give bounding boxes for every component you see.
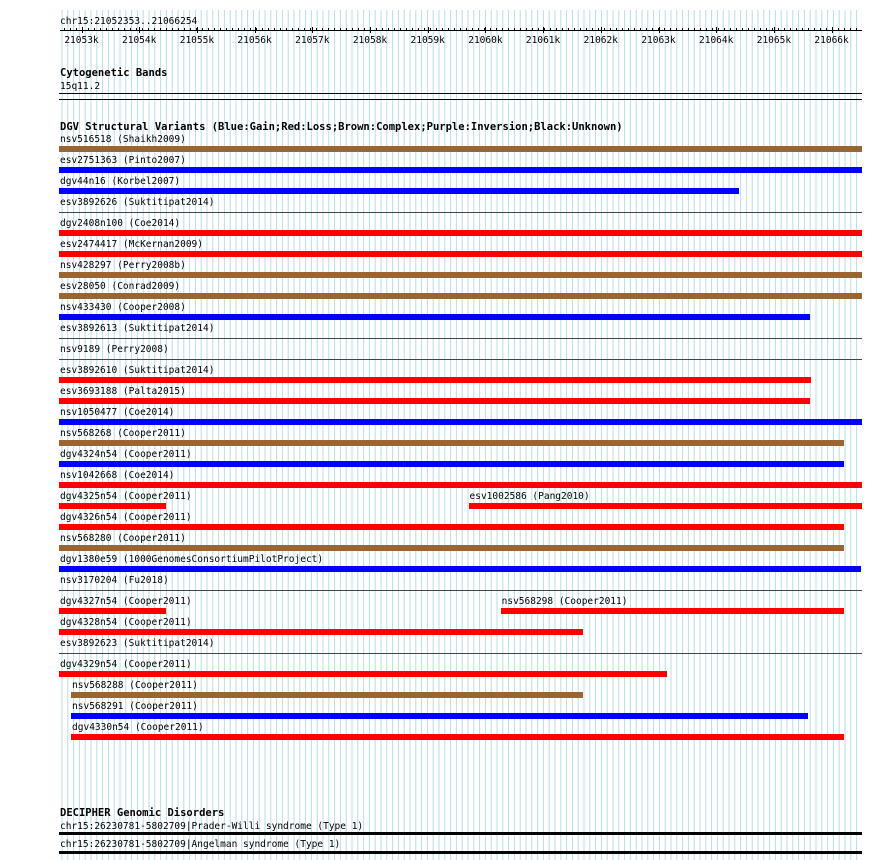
ruler-minor-tick [280,28,281,31]
ruler-tick-label: 21056k [237,35,272,46]
ruler-minor-tick [550,28,551,31]
ruler-minor-tick [496,28,497,31]
ruler-tick-label: 21059k [410,35,445,46]
ruler-minor-tick [718,28,719,31]
ruler-minor-tick [574,28,575,31]
ruler-minor-tick [166,28,167,31]
variant-label[interactable]: dgv4327n54 (Cooper2011) [60,596,192,607]
ruler-tick-label: 21057k [295,35,330,46]
ruler-minor-tick [712,28,713,31]
ruler-minor-tick [502,28,503,31]
variant-label[interactable]: dgv4325n54 (Cooper2011) [60,491,192,502]
ruler-tick-label: 21060k [468,35,503,46]
ruler-major-tick [255,27,256,33]
ruler-minor-tick [106,28,107,31]
ruler-minor-tick [172,28,173,31]
ruler-major-tick [716,27,717,33]
ruler-major-tick [485,27,486,33]
cytoband-label[interactable]: 15q11.2 [60,81,101,92]
ruler-minor-tick [622,28,623,31]
variant-bar-complex[interactable] [59,545,844,551]
ruler-minor-tick [592,28,593,31]
ruler-minor-tick [400,28,401,31]
ruler-minor-tick [472,28,473,31]
ruler-minor-tick [640,28,641,31]
ruler-major-tick [659,27,660,33]
variant-bar-gain[interactable] [71,713,808,719]
ruler-minor-tick [790,28,791,31]
ruler-minor-tick [748,28,749,31]
ruler-minor-tick [454,28,455,31]
ruler-minor-tick [694,28,695,31]
ruler-minor-tick [388,28,389,31]
ruler-minor-tick [88,28,89,31]
variant-bar-loss[interactable] [501,608,845,614]
ruler-minor-tick [130,28,131,31]
ruler-major-tick [370,27,371,33]
variant-bar-loss[interactable] [59,629,583,635]
ruler-minor-tick [436,28,437,31]
ruler-tick-label: 21066k [814,35,849,46]
ruler-minor-tick [736,28,737,31]
ruler-major-tick [601,27,602,33]
variant-label[interactable]: dgv4326n54 (Cooper2011) [60,512,192,523]
ruler-minor-tick [802,28,803,31]
ruler-minor-tick [334,28,335,31]
ruler-minor-tick [358,28,359,31]
variant-bar-gain[interactable] [59,419,862,425]
variant-label[interactable]: nsv568291 (Cooper2011) [72,701,198,712]
ruler-minor-tick [562,28,563,31]
ruler-minor-tick [328,28,329,31]
ruler-minor-tick [796,28,797,31]
ruler-minor-tick [856,28,857,31]
ruler-minor-tick [688,28,689,31]
variant-label[interactable]: nsv568288 (Cooper2011) [72,680,198,691]
ruler-minor-tick [580,28,581,31]
ruler-minor-tick [682,28,683,31]
ruler-minor-tick [670,28,671,31]
ruler-major-tick [428,27,429,33]
variant-label[interactable]: esv28050 (Conrad2009) [60,281,181,292]
variant-bar-complex[interactable] [59,440,844,446]
variant-line[interactable] [59,590,862,591]
ruler-minor-tick [304,28,305,31]
variant-bar-complex[interactable] [71,692,583,698]
ruler-major-tick [139,27,140,33]
ruler-minor-tick [826,28,827,31]
ruler-tick-label: 21055k [179,35,215,46]
ruler-minor-tick [184,28,185,31]
ruler-minor-tick [448,28,449,31]
ruler-minor-tick [652,28,653,31]
cytoband-line-bottom [59,99,862,100]
ruler-minor-tick [136,28,137,31]
variant-label[interactable]: nsv433430 (Cooper2008) [60,302,186,313]
variant-label[interactable]: nsv1042668 (Coe2014) [60,470,175,481]
ruler-minor-tick [538,28,539,31]
ruler-minor-tick [118,28,119,31]
variant-label[interactable]: dgv4329n54 (Cooper2011) [60,659,192,670]
ruler-major-tick [312,27,313,33]
ruler-minor-tick [466,28,467,31]
variant-label[interactable]: esv1002586 (Pang2010) [469,491,590,502]
variant-label[interactable]: esv3892610 (Suktitipat2014) [60,365,215,376]
variant-label[interactable]: esv2751363 (Pinto2007) [60,155,186,166]
ruler-minor-tick [208,28,209,31]
ruler-minor-tick [568,28,569,31]
ruler-minor-tick [508,28,509,31]
ruler-minor-tick [628,28,629,31]
ruler-minor-tick [700,28,701,31]
ruler-minor-tick [760,28,761,31]
variant-label[interactable]: dgv44n16 (Korbel2007) [60,176,181,187]
ruler-minor-tick [772,28,773,31]
variant-line[interactable] [59,359,862,360]
variant-label[interactable]: dgv4324n54 (Cooper2011) [60,449,192,460]
ruler-minor-tick [316,28,317,31]
ruler-minor-tick [244,28,245,31]
ruler-minor-tick [784,28,785,31]
ruler-tick-label: 21053k [64,35,99,46]
variant-bar-gain[interactable] [59,566,861,572]
variant-bar-loss[interactable] [59,671,667,677]
ruler-minor-tick [100,28,101,31]
ruler-minor-tick [382,28,383,31]
ruler-minor-tick [364,28,365,31]
ruler-minor-tick [646,28,647,31]
ruler-minor-tick [148,28,149,31]
variant-bar-loss[interactable] [71,734,844,740]
ruler-major-tick [82,27,83,33]
ruler-tick-label: 21054k [122,35,157,46]
ruler-minor-tick [442,28,443,31]
ruler-minor-tick [532,28,533,31]
variant-bar-gain[interactable] [59,314,810,320]
ruler-minor-tick [616,28,617,31]
variant-bar-loss[interactable] [469,503,862,509]
decipher-track-title: DECIPHER Genomic Disorders [60,807,225,819]
ruler-minor-tick [274,28,275,31]
variant-label[interactable]: dgv1380e59 (1000GenomesConsortiumPilotProject) [60,554,324,565]
ruler-minor-tick [412,28,413,31]
ruler-minor-tick [262,28,263,31]
ruler-minor-tick [70,28,71,31]
ruler-major-tick [543,27,544,33]
variant-label[interactable]: nsv568268 (Cooper2011) [60,428,186,439]
ruler-minor-tick [346,28,347,31]
ruler-minor-tick [250,28,251,31]
ruler-minor-tick [76,28,77,31]
ruler-minor-tick [394,28,395,31]
ruler-minor-tick [256,28,257,31]
variant-label[interactable]: dgv4328n54 (Cooper2011) [60,617,192,628]
variant-bar-loss[interactable] [59,230,862,236]
variant-label[interactable]: esv3892623 (Suktitipat2014) [60,638,215,649]
ruler-minor-tick [214,28,215,31]
variant-label[interactable]: nsv1050477 (Coe2014) [60,407,175,418]
variant-bar-loss[interactable] [59,608,166,614]
variant-bar-complex[interactable] [59,293,862,299]
ruler-minor-tick [64,28,65,31]
variant-line[interactable] [59,653,862,654]
ruler-minor-tick [676,28,677,31]
ruler-minor-tick [838,28,839,31]
variant-label[interactable]: dgv4330n54 (Cooper2011) [72,722,204,733]
variant-line[interactable] [59,212,862,213]
ruler-minor-tick [706,28,707,31]
variant-bar-gain[interactable] [59,167,862,173]
ruler-minor-tick [226,28,227,31]
ruler-minor-tick [124,28,125,31]
ruler-tick-label: 21065k [756,35,792,46]
ruler-minor-tick [766,28,767,31]
variant-bar-loss[interactable] [59,482,862,488]
ruler-minor-tick [352,28,353,31]
variant-bar-loss[interactable] [59,503,166,509]
variant-bar-complex[interactable] [59,272,862,278]
ruler-minor-tick [490,28,491,31]
variant-label[interactable]: esv3892626 (Suktitipat2014) [60,197,215,208]
ruler-minor-tick [610,28,611,31]
variant-bar-loss[interactable] [59,398,810,404]
ruler-minor-tick [310,28,311,31]
ruler-minor-tick [340,28,341,31]
ruler-minor-tick [586,28,587,31]
ruler-major-tick [832,27,833,33]
variant-label[interactable]: esv2474417 (McKernan2009) [60,239,203,250]
ruler-minor-tick [478,28,479,31]
ruler-minor-tick [220,28,221,31]
ruler-minor-tick [664,28,665,31]
ruler-minor-tick [238,28,239,31]
ruler-minor-tick [556,28,557,31]
ruler-minor-tick [424,28,425,31]
ruler-minor-tick [598,28,599,31]
ruler-minor-tick [154,28,155,31]
ruler-major-tick [197,27,198,33]
ruler-minor-tick [604,28,605,31]
ruler-minor-tick [544,28,545,31]
variant-label[interactable]: nsv428297 (Perry2008b) [60,260,186,271]
ruler-minor-tick [778,28,779,31]
ruler-minor-tick [376,28,377,31]
variant-label[interactable]: nsv568280 (Cooper2011) [60,533,186,544]
variant-bar-gain[interactable] [59,461,844,467]
decipher-item[interactable]: chr15:26230781-5802709|Prader-Willi syndrome (Type 1) [60,821,364,832]
ruler-minor-tick [406,28,407,31]
ruler-minor-tick [844,28,845,31]
variant-bar-loss[interactable] [59,524,844,530]
decipher-bar[interactable] [59,851,862,854]
ruler-minor-tick [94,28,95,31]
ruler-minor-tick [820,28,821,31]
ruler-minor-tick [724,28,725,31]
ruler-minor-tick [178,28,179,31]
ruler-minor-tick [286,28,287,31]
ruler-tick-label: 21064k [699,35,734,46]
ruler-minor-tick [418,28,419,31]
ruler-tick-label: 21058k [352,35,388,46]
ruler-minor-tick [268,28,269,31]
ruler-minor-tick [754,28,755,31]
ruler-major-tick [774,27,775,33]
variant-label[interactable]: nsv3170204 (Fu2018) [60,575,169,586]
variant-label[interactable]: esv3693188 (Palta2015) [60,386,186,397]
ruler-tick-label: 21061k [525,35,561,46]
ruler-minor-tick [202,28,203,31]
ruler-tick-label: 21063k [641,35,676,46]
decipher-item[interactable]: chr15:26230781-5802709|Angelman syndrome (Type 1) [60,839,341,850]
cytoband-title: Cytogenetic Bands [60,67,168,79]
variant-bar-loss[interactable] [59,377,811,383]
ruler-minor-tick [526,28,527,31]
ruler-minor-tick [190,28,191,31]
ruler-minor-tick [322,28,323,31]
ruler-minor-tick [520,28,521,31]
cytoband-line [59,93,862,94]
ruler-minor-tick [514,28,515,31]
variant-label[interactable]: nsv9189 (Perry2008) [60,344,169,355]
variant-label[interactable]: nsv568298 (Cooper2011) [501,596,628,607]
ruler-minor-tick [808,28,809,31]
dgv-track-title: DGV Structural Variants (Blue:Gain;Red:Loss;Brown:Complex;Purple:Inversion;Black:Unknown) [60,121,623,133]
ruler-minor-tick [730,28,731,31]
decipher-bar[interactable] [59,832,862,835]
ruler-minor-tick [292,28,293,31]
ruler-tick-label: 21062k [583,35,618,46]
ruler-minor-tick [814,28,815,31]
ruler-minor-tick [112,28,113,31]
variant-label[interactable]: dgv2408n100 (Coe2014) [60,218,181,229]
ruler-minor-tick [298,28,299,31]
ruler-minor-tick [460,28,461,31]
variant-bar-loss[interactable] [59,251,862,257]
variant-label[interactable]: nsv516518 (Shaikh2009) [60,134,186,145]
ruler-minor-tick [232,28,233,31]
ruler-minor-tick [160,28,161,31]
variant-label[interactable]: esv3892613 (Suktitipat2014) [60,323,215,334]
variant-bar-gain[interactable] [59,188,739,194]
variant-line[interactable] [59,338,862,339]
ruler-minor-tick [634,28,635,31]
ruler-minor-tick [742,28,743,31]
variant-bar-complex[interactable] [59,146,862,152]
ruler-minor-tick [430,28,431,31]
ruler-position: chr15:21052353..21066254 [60,16,198,27]
ruler-minor-tick [142,28,143,31]
ruler-minor-tick [850,28,851,31]
